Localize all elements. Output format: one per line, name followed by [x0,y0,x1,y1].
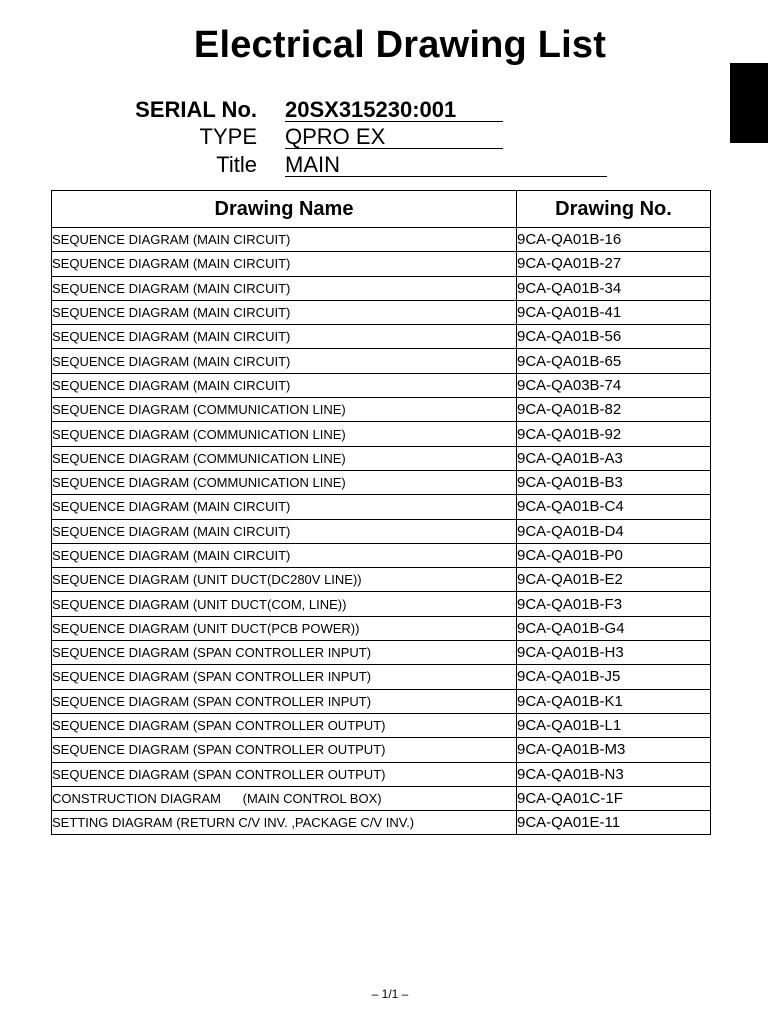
drawing-name-cell: SEQUENCE DIAGRAM (COMMUNICATION LINE) [52,398,517,422]
table-row [52,228,711,252]
document-title: Electrical Drawing List [193,24,607,66]
drawing-name-cell: SEQUENCE DIAGRAM (UNIT DUCT(COM, LINE)) [52,592,517,616]
drawing-number-cell: 9CA-QA01B-A3 [517,446,711,470]
drawing-name-cell: SEQUENCE DIAGRAM (COMMUNICATION LINE) [52,422,517,446]
title-underline [285,176,607,177]
table-row [52,252,711,276]
drawing-number-cell: 9CA-QA01B-41 [517,300,711,324]
drawing-name-cell: SEQUENCE DIAGRAM (SPAN CONTROLLER OUTPUT) [52,762,517,786]
drawing-number-cell: 9CA-QA01B-N3 [517,762,711,786]
table-row [52,689,711,713]
type-label: TYPE [199,124,257,149]
table-header-row [52,191,711,228]
title-value: MAIN [285,152,340,177]
title-label: Title [216,152,257,177]
serial-label: SERIAL No. [135,97,257,122]
drawing-name-cell: SEQUENCE DIAGRAM (SPAN CONTROLLER OUTPUT) [52,738,517,762]
table-row [52,325,711,349]
serial-value: 20SX315230:001 [285,97,457,122]
table-row [52,470,711,494]
type-value: QPRO EX [285,124,386,149]
table-row [52,786,711,810]
drawing-name-cell: SEQUENCE DIAGRAM (MAIN CIRCUIT) [52,300,517,324]
type-underline [285,148,503,149]
drawing-number-cell: 9CA-QA01B-J5 [517,665,711,689]
drawing-number-cell: 9CA-QA01B-C4 [517,495,711,519]
table-row [52,762,711,786]
drawing-name-cell: SETTING DIAGRAM (RETURN C/V INV. ,PACKAGE C/V INV.) [52,811,517,835]
drawing-name-cell: SEQUENCE DIAGRAM (MAIN CIRCUIT) [52,543,517,567]
drawing-number-cell: 9CA-QA01B-K1 [517,689,711,713]
drawing-name-cell: SEQUENCE DIAGRAM (MAIN CIRCUIT) [52,325,517,349]
table-row [52,349,711,373]
drawing-name-cell: SEQUENCE DIAGRAM (MAIN CIRCUIT) [52,228,517,252]
drawing-number-cell: 9CA-QA01B-B3 [517,470,711,494]
header-drawing-no: Drawing No. [517,191,711,228]
table-row [52,665,711,689]
drawing-name-cell: SEQUENCE DIAGRAM (COMMUNICATION LINE) [52,446,517,470]
drawing-number-cell: 9CA-QA01B-M3 [517,738,711,762]
drawing-number-cell: 9CA-QA01B-56 [517,325,711,349]
drawing-name-cell: SEQUENCE DIAGRAM (UNIT DUCT(DC280V LINE)) [52,568,517,592]
drawing-number-cell: 9CA-QA01B-65 [517,349,711,373]
drawing-number-cell: 9CA-QA01B-D4 [517,519,711,543]
drawing-number-cell: 9CA-QA01B-82 [517,398,711,422]
table-row [52,300,711,324]
drawing-number-cell: 9CA-QA01B-F3 [517,592,711,616]
table-row [52,422,711,446]
drawing-list-table [51,190,711,835]
table-row [52,495,711,519]
drawing-name-cell: SEQUENCE DIAGRAM (UNIT DUCT(PCB POWER)) [52,616,517,640]
drawing-number-cell: 9CA-QA01B-34 [517,276,711,300]
drawing-name-cell: SEQUENCE DIAGRAM (MAIN CIRCUIT) [52,349,517,373]
drawing-name-cell: SEQUENCE DIAGRAM (SPAN CONTROLLER INPUT) [52,689,517,713]
table-row [52,519,711,543]
drawing-name-cell: SEQUENCE DIAGRAM (MAIN CIRCUIT) [52,276,517,300]
drawing-name-cell: SEQUENCE DIAGRAM (SPAN CONTROLLER INPUT) [52,641,517,665]
index-tab-marker [730,63,768,143]
drawing-number-cell: 9CA-QA01B-92 [517,422,711,446]
serial-underline [285,121,503,122]
drawing-name-cell: SEQUENCE DIAGRAM (MAIN CIRCUIT) [52,495,517,519]
table-row [52,568,711,592]
drawing-number-cell: 9CA-QA01E-11 [517,811,711,835]
drawing-name-cell: SEQUENCE DIAGRAM (MAIN CIRCUIT) [52,373,517,397]
page-number: – 1/1 – [371,987,409,1001]
drawing-name-cell: SEQUENCE DIAGRAM (MAIN CIRCUIT) [52,519,517,543]
drawing-name-cell: CONSTRUCTION DIAGRAM (MAIN CONTROL BOX) [52,786,517,810]
table-row [52,713,711,737]
drawing-number-cell: 9CA-QA01B-16 [517,228,711,252]
table-row [52,592,711,616]
table-row [52,811,711,835]
drawing-number-cell: 9CA-QA01B-L1 [517,713,711,737]
drawing-number-cell: 9CA-QA01B-27 [517,252,711,276]
table-row [52,543,711,567]
table-row [52,641,711,665]
table-row [52,616,711,640]
drawing-name-cell: SEQUENCE DIAGRAM (SPAN CONTROLLER INPUT) [52,665,517,689]
drawing-name-cell: SEQUENCE DIAGRAM (SPAN CONTROLLER OUTPUT) [52,713,517,737]
drawing-number-cell: 9CA-QA01B-H3 [517,641,711,665]
table-row [52,738,711,762]
table-row [52,446,711,470]
drawing-number-cell: 9CA-QA03B-74 [517,373,711,397]
header-drawing-name: Drawing Name [52,191,517,228]
drawing-name-cell: SEQUENCE DIAGRAM (COMMUNICATION LINE) [52,470,517,494]
drawing-number-cell: 9CA-QA01B-G4 [517,616,711,640]
table-row [52,373,711,397]
table-row [52,276,711,300]
drawing-number-cell: 9CA-QA01B-E2 [517,568,711,592]
drawing-number-cell: 9CA-QA01B-P0 [517,543,711,567]
drawing-name-cell: SEQUENCE DIAGRAM (MAIN CIRCUIT) [52,252,517,276]
table-row [52,398,711,422]
drawing-number-cell: 9CA-QA01C-1F [517,786,711,810]
